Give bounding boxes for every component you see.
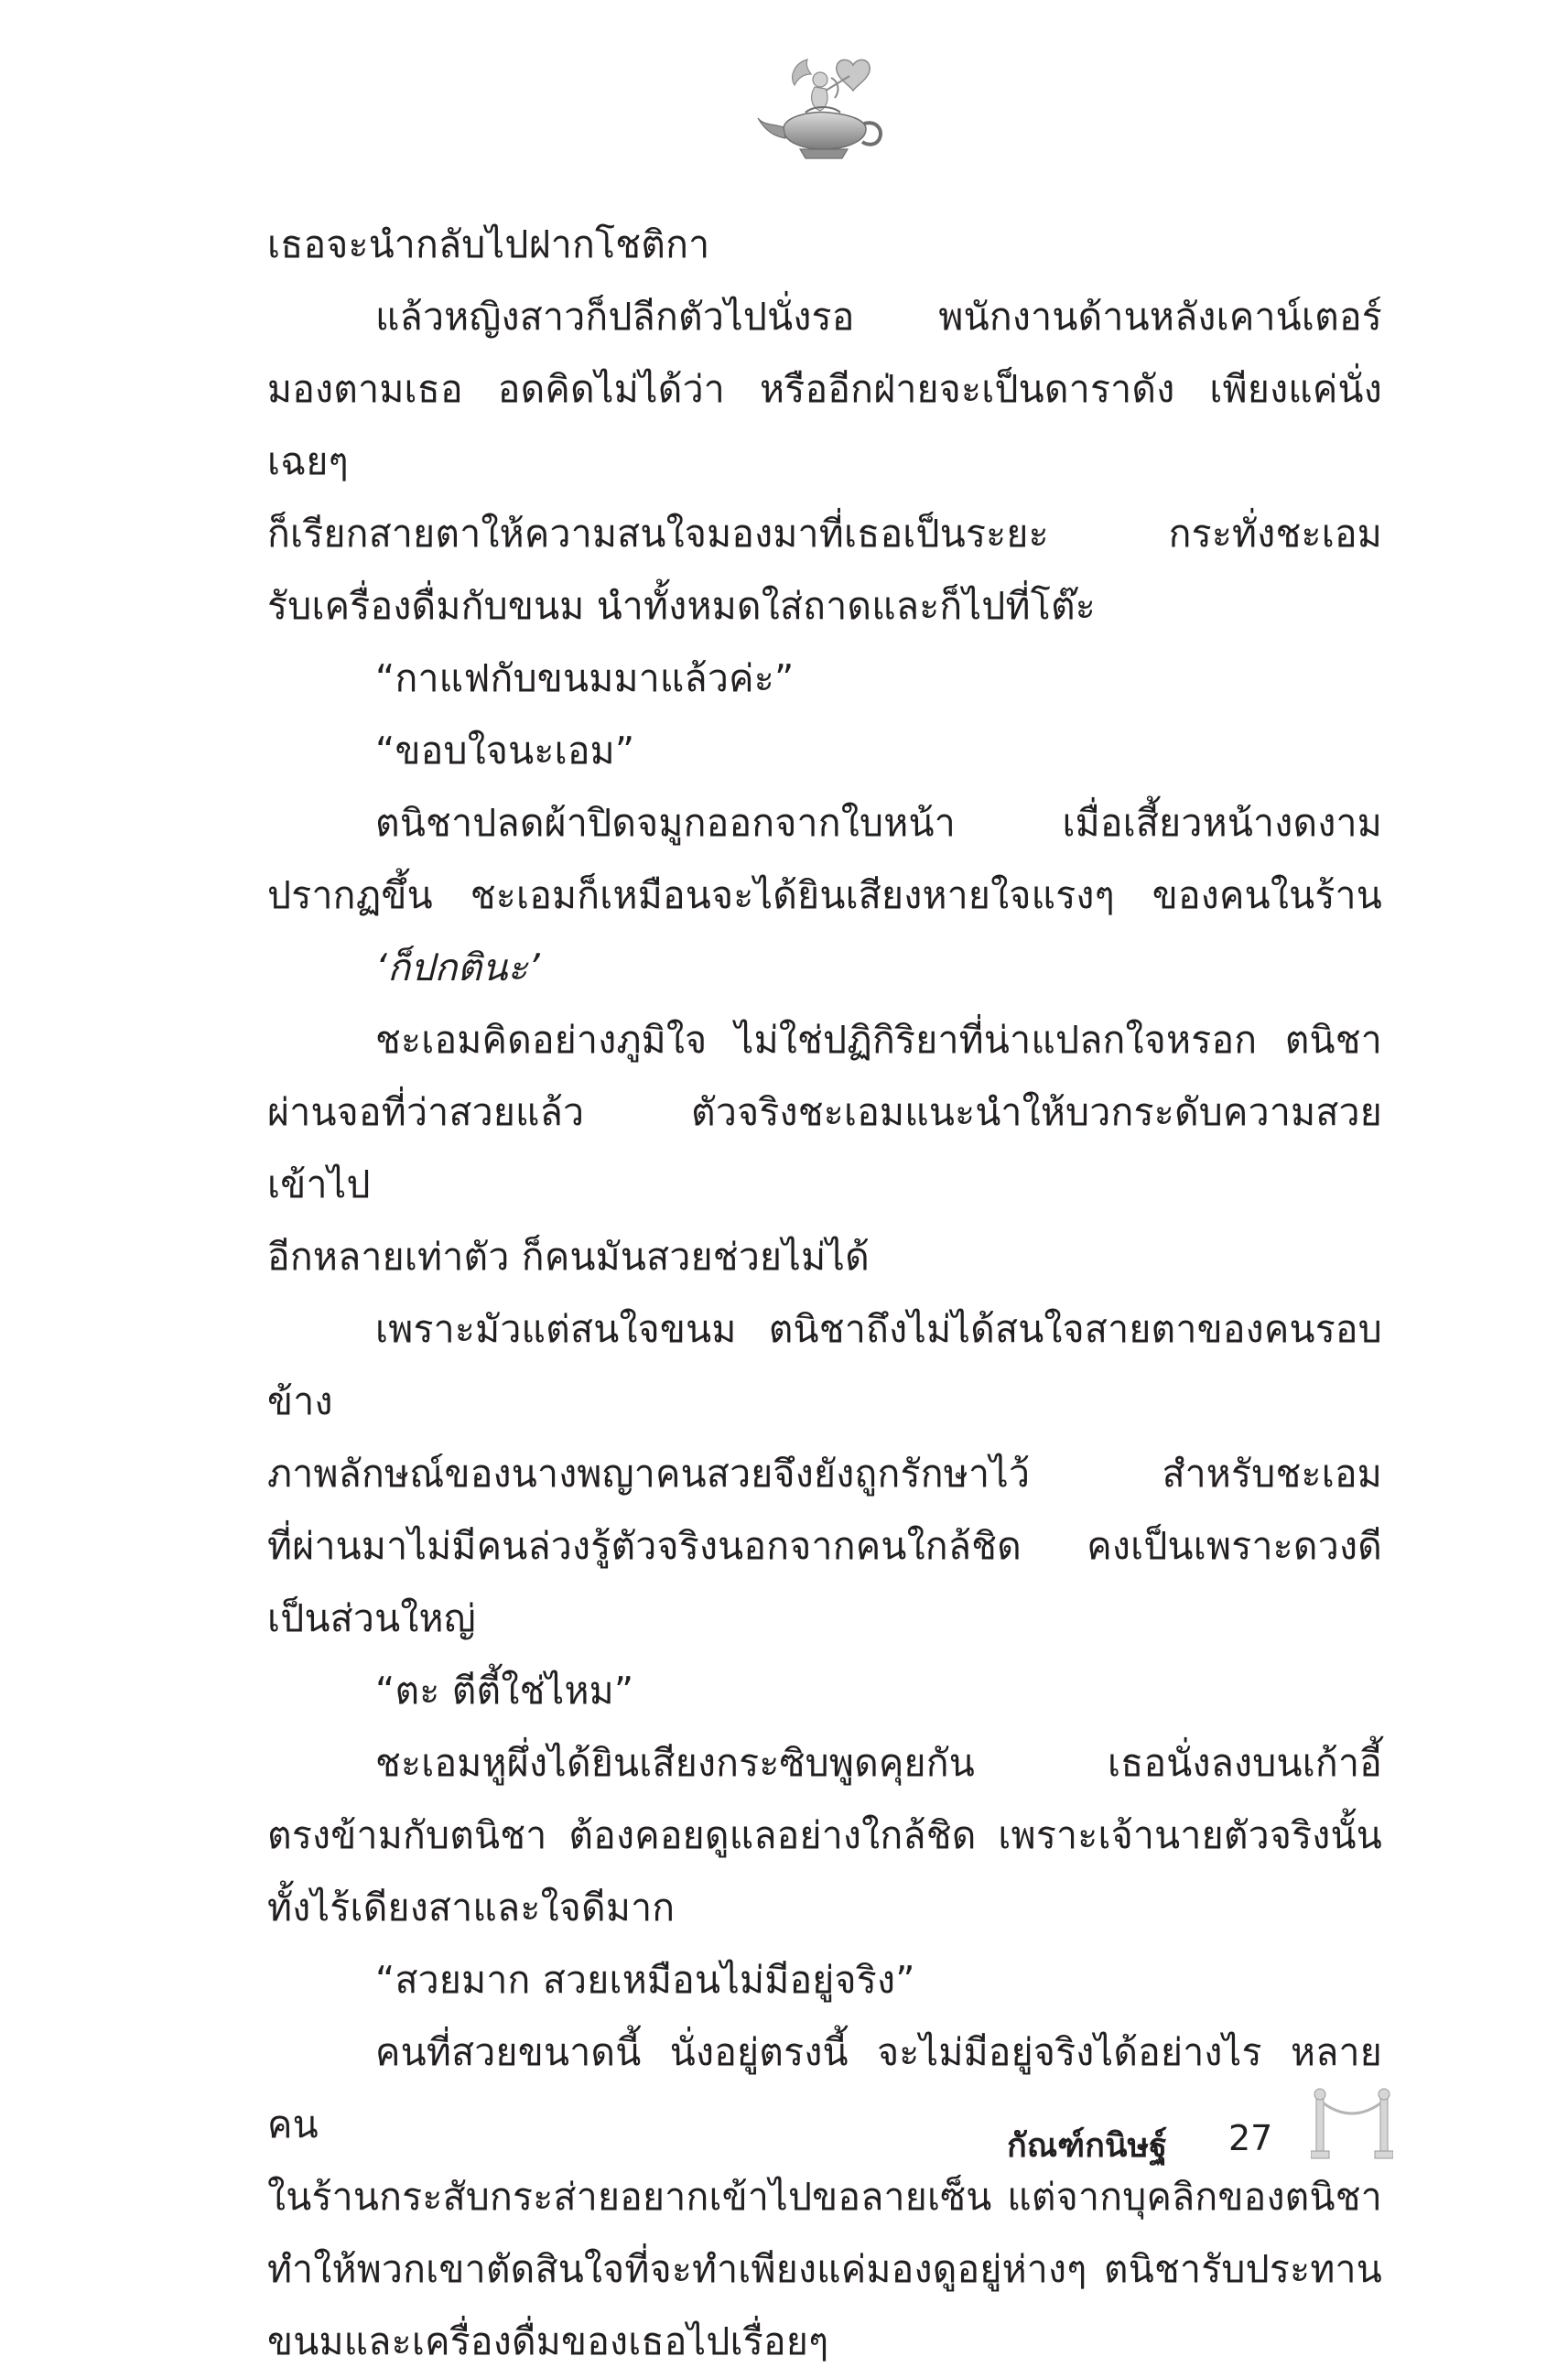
stage-curtain-ornament-icon — [1311, 2085, 1393, 2160]
dialogue-line — [267, 715, 1382, 787]
text-line: ตรงข้ามกับตนิชา ต้องคอยดูแลอย่างใกล้ชิด เพราะเจ้านายตัวจริงนั้น — [267, 1813, 1382, 1857]
thought-line — [267, 932, 1382, 1004]
paragraph-line — [267, 1076, 1382, 1221]
paragraph — [267, 1004, 1382, 1076]
paragraph-line — [267, 1438, 1382, 1510]
text-line: “ขอบใจนะเอม” — [375, 729, 635, 773]
paragraph-line — [267, 2161, 1382, 2233]
paragraph-line — [267, 1800, 1382, 1872]
text-line: ในร้านกระสับกระส่ายอยากเข้าไปขอลายเซ็น แต่จากบุคลิกของตนิชา — [267, 2175, 1382, 2219]
paragraph-line — [267, 1221, 1382, 1293]
text-line: รับเครื่องดื่มกับขนม นำทั้งหมดใส่ถาดและก็ไปที่โต๊ะ — [267, 584, 1096, 628]
text-line: ชะเอมคิดอย่างภูมิใจ ไม่ใช่ปฏิกิริยาที่น่าแปลกใจหรอก ตนิชา — [375, 1018, 1382, 1062]
paragraph-line — [267, 2306, 1382, 2378]
text-line: มองตามเธอ อดคิดไม่ได้ว่า หรืออีกฝ่ายจะเป็นดาราดัง เพียงแค่นั่งเฉยๆ — [267, 367, 1382, 483]
text-line: ขนมและเครื่องดื่มของเธอไปเรื่อยๆ — [267, 2319, 829, 2363]
paragraph-line — [267, 1510, 1382, 1583]
paragraph-line — [267, 353, 1382, 498]
paragraph-line — [267, 859, 1382, 932]
text-line: “ตะ ตีตี้ใช่ไหม” — [375, 1669, 634, 1713]
text-line: อีกหลายเท่าตัว ก็คนมันสวยช่วยไม่ได้ — [267, 1235, 870, 1279]
text-line: ชะเอมหูผึ่งได้ยินเสียงกระซิบพูดคุยกัน เธอนั่งลงบนเก้าอี้ — [375, 1741, 1382, 1785]
text-line: ภาพลักษณ์ของนางพญาคนสวยจึงยังถูกรักษาไว้ สำหรับชะเอม — [267, 1452, 1382, 1496]
dialogue-line — [267, 643, 1382, 715]
dialogue-line — [267, 1944, 1382, 2016]
paragraph — [267, 281, 1382, 353]
paragraph — [267, 1727, 1382, 1800]
footer-book-title: กัณฑ์กนิษฐ์ — [1007, 2127, 1168, 2165]
text-line: แล้วหญิงสาวก็ปลีกตัวไปนั่งรอ พนักงานด้านหลังเคาน์เตอร์ — [375, 295, 1382, 339]
text-line: ก็เรียกสายตาให้ความสนใจมองมาที่เธอเป็นระยะ กระทั่งชะเอม — [267, 512, 1382, 556]
page-number: 27 — [1228, 2118, 1273, 2158]
text-line: ปรากฏขึ้น ชะเอมก็เหมือนจะได้ยินเสียงหายใจแรงๆ ของคนในร้าน — [267, 873, 1382, 917]
text-line: ตนิชาปลดผ้าปิดจมูกออกจากใบหน้า เมื่อเสี้ยวหน้างดงาม — [375, 801, 1382, 845]
text-line: “กาแฟกับขนมมาแล้วค่ะ” — [375, 656, 795, 700]
paragraph-line — [267, 570, 1382, 643]
text-line: เพราะมัวแต่สนใจขนม ตนิชาถึงไม่ได้สนใจสายตาของคนรอบข้าง — [267, 1307, 1382, 1423]
paragraph-line — [267, 498, 1382, 570]
body-text — [267, 209, 1382, 2378]
text-line: เป็นส่วนใหญ่ — [267, 1596, 476, 1640]
cupid-teapot-ornament-icon — [751, 50, 897, 169]
text-line: ที่ผ่านมาไม่มีคนล่วงรู้ตัวจริงนอกจากคนใกล้ชิด คงเป็นเพราะดวงดี — [267, 1524, 1382, 1568]
paragraph-line — [267, 1583, 1382, 1655]
paragraph — [267, 1293, 1382, 1438]
text-line: เธอจะนำกลับไปฝากโชติกา — [267, 222, 710, 266]
text-line: ‘ก็ปกตินะ’ — [375, 946, 541, 989]
paragraph — [267, 787, 1382, 859]
paragraph — [267, 209, 1382, 281]
paragraph-line — [267, 1872, 1382, 1944]
dialogue-line — [267, 1655, 1382, 1727]
text-line: ทั้งไร้เดียงสาและใจดีมาก — [267, 1886, 676, 1929]
text-line: ผ่านจอที่ว่าสวยแล้ว ตัวจริงชะเอมแนะนำให้บวกระดับความสวยเข้าไป — [267, 1090, 1382, 1206]
text-line: ทำให้พวกเขาตัดสินใจที่จะทำเพียงแค่มองดูอยู่ห่างๆ ตนิชารับประทาน — [267, 2247, 1382, 2291]
text-line: คนที่สวยขนาดนี้ นั่งอยู่ตรงนี้ จะไม่มีอยู่จริงได้อย่างไร หลายคน — [267, 2030, 1382, 2146]
paragraph — [267, 2016, 1382, 2161]
text-line: “สวยมาก สวยเหมือนไม่มีอยู่จริง” — [375, 1958, 915, 2002]
